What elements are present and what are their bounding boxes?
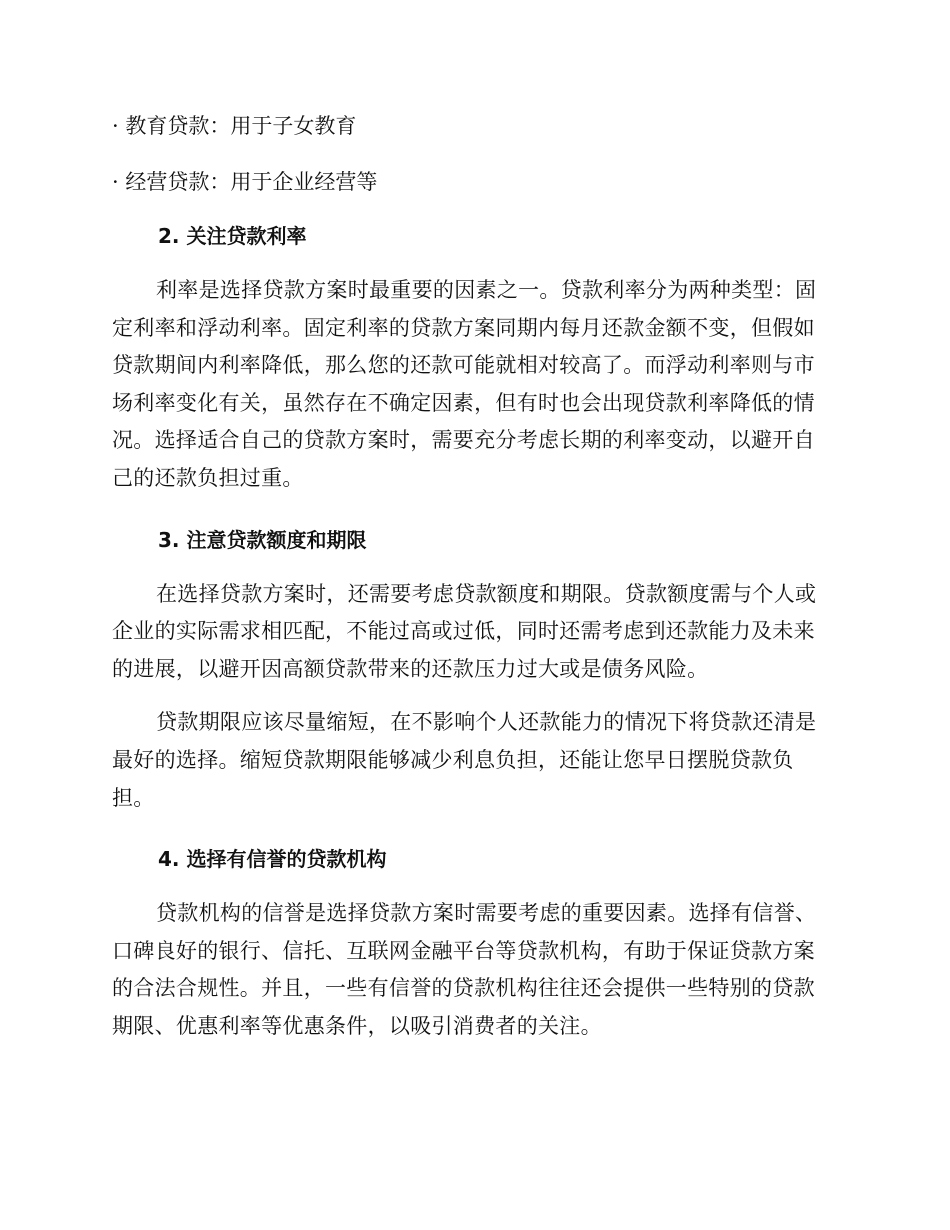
text-line: 最好的选择。缩短贷款期限能够减少利息负担，还能让您早日摆脱贷款负 — [112, 747, 794, 772]
text-line: 贷款机构的信誉是选择贷款方案时需要考虑的重要因素。选择有信誉、 — [156, 901, 817, 926]
text-line: 在选择贷款方案时，还需要考虑贷款额度和期限。贷款额度需与个人或 — [156, 581, 817, 606]
paragraph-loan-term — [112, 704, 838, 817]
text-line: 利率是选择贷款方案时最重要的因素之一。贷款利率分为两种类型：固 — [156, 278, 817, 302]
text-line: 定利率和浮动利率。固定利率的贷款方案同期内每月还款金额不变，但假如 — [112, 315, 815, 340]
text-line: 况。选择适合自己的贷款方案时，需要充分考虑长期的利率变动，以避开自 — [112, 428, 815, 453]
text-line: 贷款期间内利率降低，那么您的还款可能就相对较高了。而浮动利率则与市 — [112, 353, 815, 378]
paragraph-reputable-lender — [112, 895, 838, 1045]
text-line: 的合法合规性。并且，一些有信誉的贷款机构往往还会提供一些特别的贷款 — [112, 976, 815, 1001]
document-page — [112, 108, 838, 1046]
section-heading-amount-term: 3. 注意贷款额度和期限 — [158, 527, 367, 552]
bullet-business-loan: · 经营贷款：用于企业经营等 — [112, 170, 378, 194]
text-line: 口碑良好的银行、信托、互联网金融平台等贷款机构，有助于保证贷款方案 — [112, 938, 815, 963]
text-line: 期限、优惠利率等优惠条件，以吸引消费者的关注。 — [112, 1013, 602, 1038]
text-line: 企业的实际需求相匹配，不能过高或过低，同时还需考虑到还款能力及未来 — [112, 619, 815, 644]
text-line: 场利率变化有关，虽然存在不确定因素，但有时也会出现贷款利率降低的情 — [112, 390, 815, 415]
section-heading-reputable-lender: 4. 选择有信誉的贷款机构 — [158, 847, 387, 872]
paragraph-interest-rate — [112, 272, 838, 498]
text-line: 担。 — [112, 785, 155, 810]
paragraph-amount-term — [112, 576, 838, 689]
section-heading-interest-rate: 2. 关注贷款利率 — [158, 224, 307, 248]
text-line: 己的还款负担过重。 — [112, 465, 304, 490]
bullet-education-loan: · 教育贷款：用于子女教育 — [112, 114, 357, 138]
text-line: 贷款期限应该尽量缩短，在不影响个人还款能力的情况下将贷款还清是 — [156, 710, 817, 735]
text-line: 的进展，以避开因高额贷款带来的还款压力过大或是债务风险。 — [112, 656, 709, 681]
